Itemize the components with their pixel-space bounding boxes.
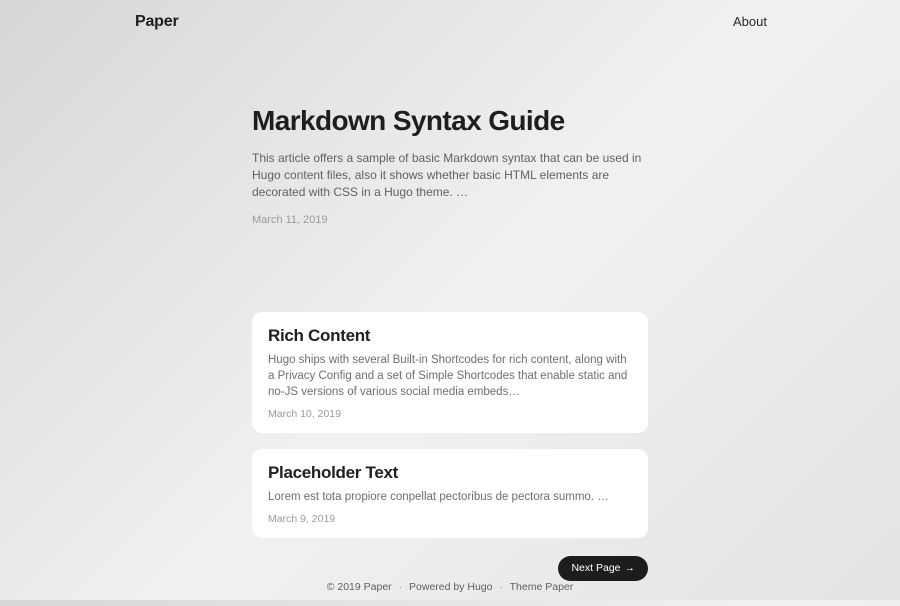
footer-separator: · <box>499 581 503 594</box>
post-title[interactable]: Rich Content <box>268 326 371 346</box>
footer-powered-by-link[interactable]: Powered by Hugo <box>409 581 493 594</box>
nav-link-about[interactable]: About <box>733 14 767 29</box>
site-footer <box>0 581 900 606</box>
featured-post <box>252 105 648 226</box>
site-header <box>0 0 900 32</box>
post-excerpt: Lorem est tota propiore conpellat pectoribus de pectora summo. … <box>268 491 609 504</box>
footer-copyright: © 2019 Paper <box>326 581 392 594</box>
post-card-rich-content[interactable] <box>252 312 648 433</box>
post-title[interactable]: Placeholder Text <box>268 463 398 483</box>
next-page-button[interactable] <box>558 556 648 581</box>
featured-post-title[interactable]: Markdown Syntax Guide <box>252 105 565 136</box>
featured-post-description: This article offers a sample of basic Markdown syntax that can be used in Hugo content files, also it shows whether basic HTML elements are decorated with CSS in a Hugo theme. … <box>252 151 642 200</box>
main-content <box>252 32 648 581</box>
pagination <box>252 556 648 581</box>
next-page-label: Next Page <box>571 562 621 575</box>
post-date: March 10, 2019 <box>268 408 341 421</box>
arrow-right-icon: → <box>624 562 635 575</box>
featured-post-date: March 11, 2019 <box>252 214 328 227</box>
post-date: March 9, 2019 <box>268 513 336 526</box>
post-excerpt: Hugo ships with several Built-in Shortcodes for rich content, along with a Privacy Config and a set of Simple Shortcodes that enable static and no-JS versions of various social media embeds… <box>268 354 628 399</box>
post-list <box>252 312 648 538</box>
post-card-placeholder-text[interactable] <box>252 449 648 538</box>
footer-separator: · <box>398 581 403 594</box>
footer-theme-link[interactable]: Theme Paper <box>509 581 574 594</box>
site-logo[interactable]: Paper <box>135 12 179 30</box>
